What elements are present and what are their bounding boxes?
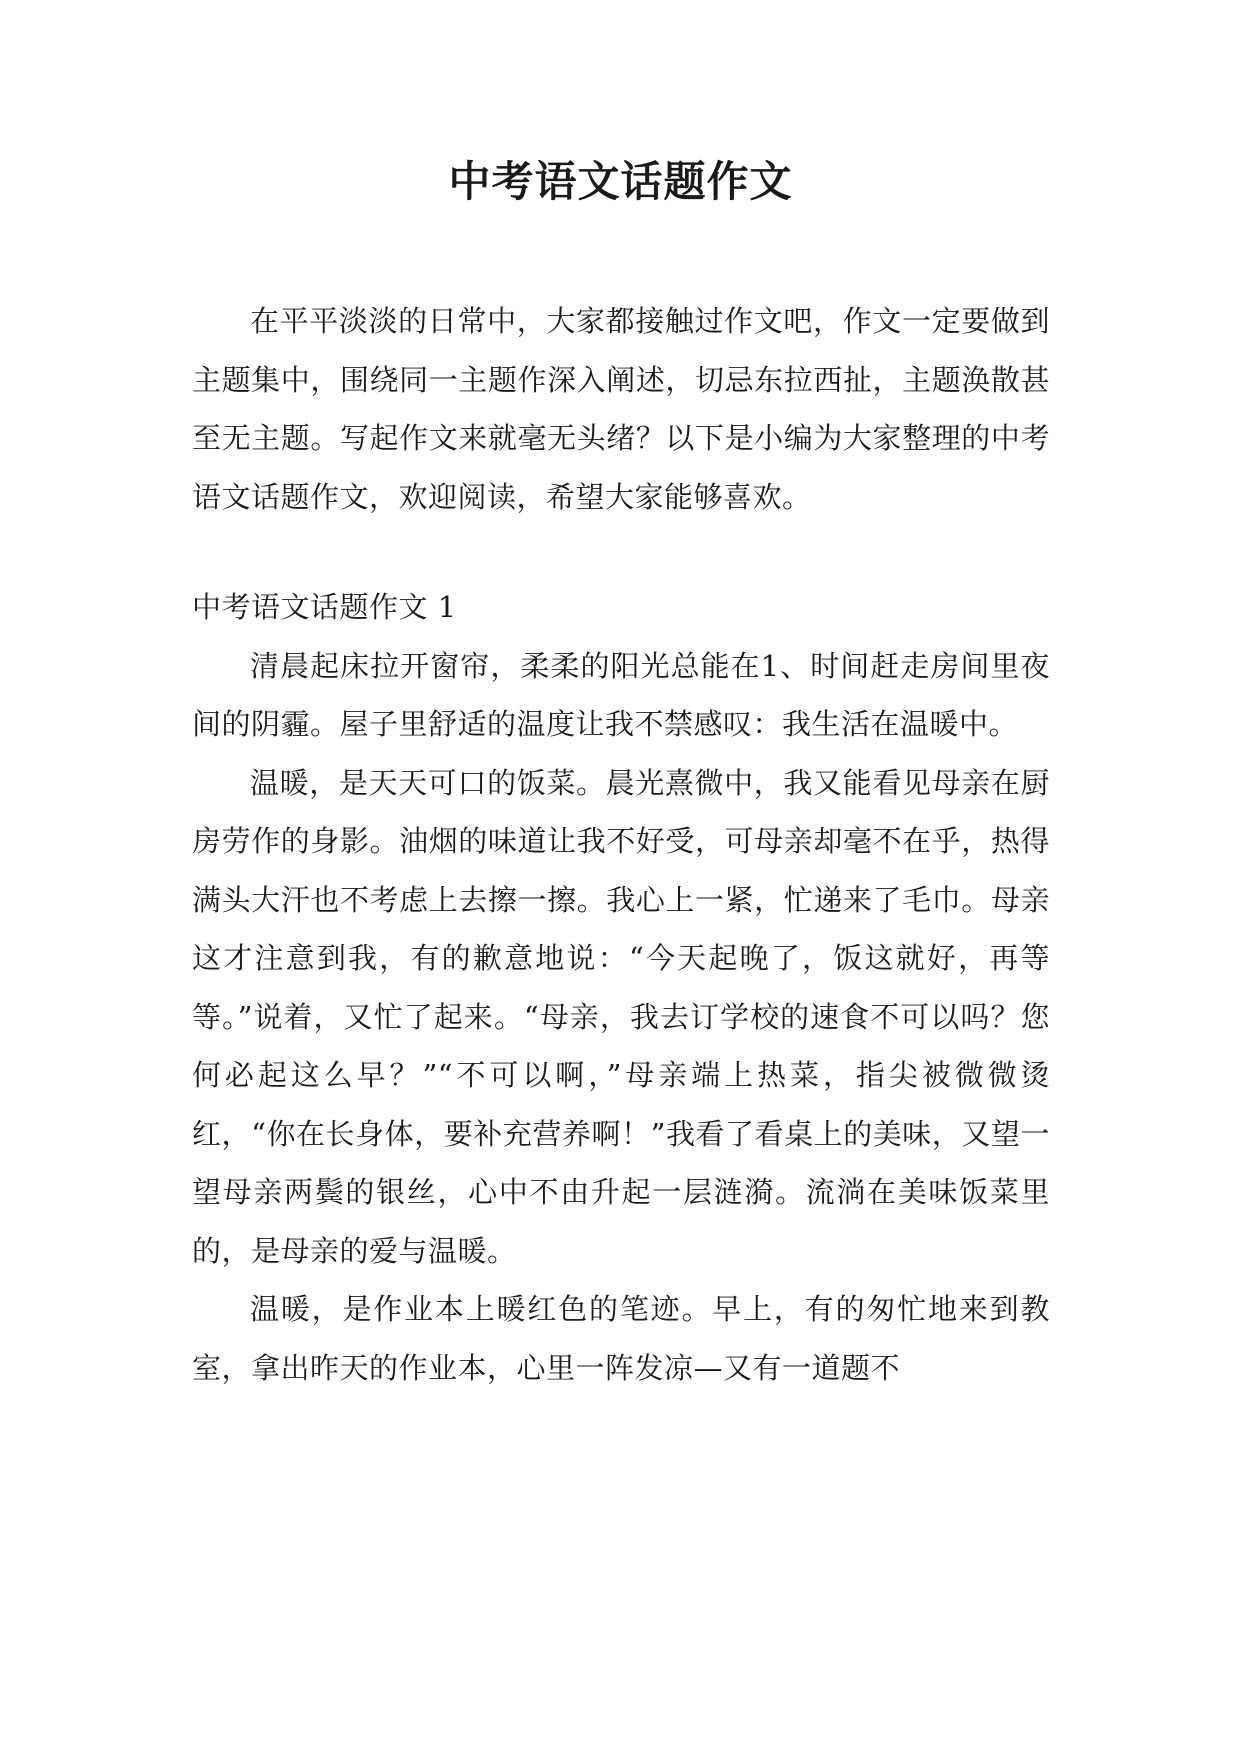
- body-paragraph-3: 温暖，是作业本上暖红色的笔迹。早上，有的匆忙地来到教室，拿出昨天的作业本，心里一阵发凉—又有一道题不: [192, 1292, 1050, 1385]
- document-title: 中考语文话题作文: [448, 157, 793, 206]
- body-paragraph-1: 清晨起床拉开窗帘，柔柔的阳光总能在1、时间赶走房间里夜间的阴霾。屋子里舒适的温度让我不禁感叹：我生活在温暖中。: [192, 648, 1050, 741]
- section-heading: 中考语文话题作文 1: [192, 590, 457, 624]
- intro-paragraph: 在平平淡淡的日常中，大家都接触过作文吧，作文一定要做到主题集中，围绕同一主题作深入阐述，切忌东拉西扯，主题涣散甚至无主题。写起作文来就毫无头绪？以下是小编为大家整理的中考语文话题作文，欢迎阅读，希望大家能够喜欢。: [192, 304, 1050, 514]
- body-paragraph-2: 温暖，是天天可口的饭菜。晨光熹微中，我又能看见母亲在厨房劳作的身影。油烟的味道让我不好受，可母亲却毫不在乎，热得满头大汗也不考虑上去擦一擦。我心上一紧，忙递来了毛巾。母亲这才注意到我，有的歉意地说：“今天起晚了，饭这就好，再等等。”说着，又忙了起来。“母亲，我去订学校的速食不可以吗？您何必起这么早？”“不可以啊，”母亲端上热菜，指尖被微微烫红，“你在长身体，要补充营养啊！”我看了看桌上的美味，又望一望母亲两鬓的银丝，心中不由升起一层涟漪。流淌在美味饭菜里的，是母亲的爱与温暖。: [192, 765, 1050, 1268]
- document-body: [192, 292, 1050, 1397]
